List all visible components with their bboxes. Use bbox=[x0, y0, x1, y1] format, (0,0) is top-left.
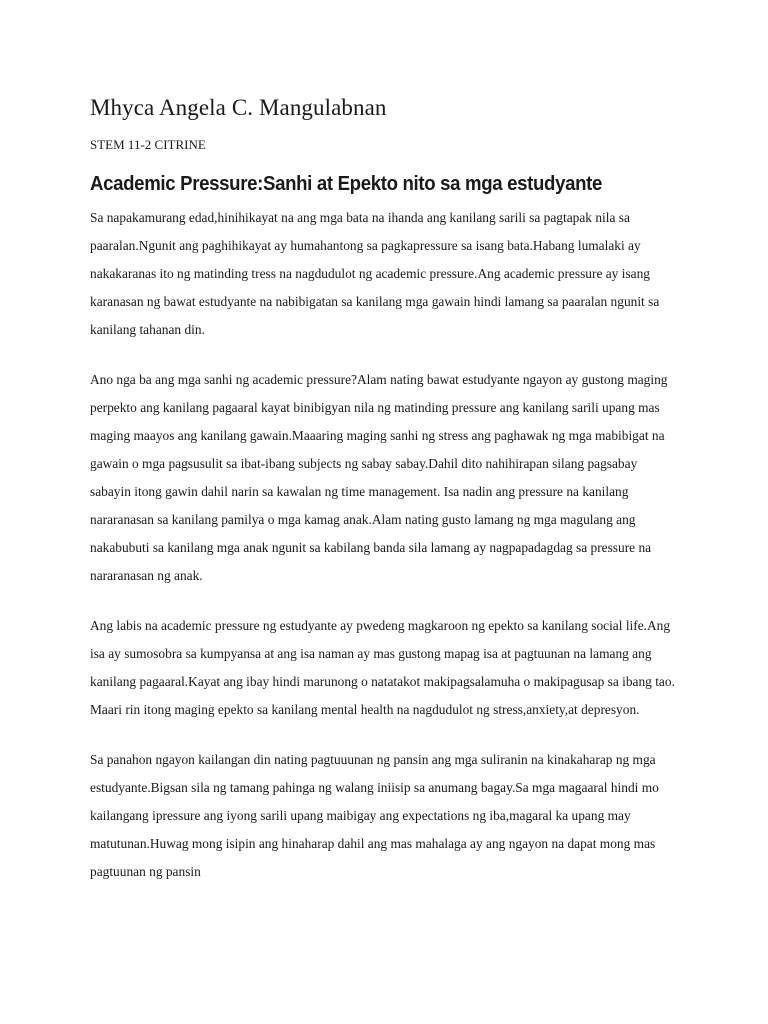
document-page bbox=[90, 92, 680, 886]
essay-title: Academic Pressure:Sanhi at Epekto nito sa mga estudyante bbox=[90, 173, 603, 195]
paragraph-causes: Ano nga ba ang mga sanhi ng academic pressure?Alam nating bawat estudyante ngayon ay gustong maging perpekto ang kanilang pagaaral kayat binibigyan nila ng matinding pressure ang kanilang sarili upang mas maging maayos ang kanilang gawain.Maaaring maging sanhi ng stress ang paghawak ng mga mabibigat na gawain o mga pagsusulit sa ibat-ibang subjects ng sabay sabay.Dahil dito nahihirapan silang pagsabay sabayin itong gawin dahil narin sa kawalan ng time management. Isa nadin ang pressure na kanilang nararanasan sa kanilang pamilya o mga kamag anak.Alam nating gusto lamang ng mga magulang ang nakabubuti sa kanilang mga anak ngunit sa kabilang banda sila lamang ay nagpapadagdag sa pressure na nararanasan ng anak. bbox=[90, 372, 668, 583]
paragraph-effects: Ang labis na academic pressure ng estudyante ay pwedeng magkaroon ng epekto sa kanilang social life.Ang isa ay sumosobra sa kumpyansa at ang isa naman ay mas gustong mapag isa at pagtuunan na lamang ang kanilang pagaaral.Kayat ang ibay hindi marunong o natatakot makipagsalamuha o makipagusap sa ibang tao. Maari rin itong maging epekto sa kanilang mental health na nagdudulot ng stress,anxiety,at depresyon. bbox=[90, 618, 675, 717]
paragraph-intro: Sa napakamurang edad,hinihikayat na ang mga bata na ihanda ang kanilang sarili sa pagtapak nila sa paaralan.Ngunit ang paghihikayat ay humahantong sa pagkapressure sa isang bata.Habang lumalaki ay nakakaranas ito ng matinding tress na nagdudulot ng academic pressure.Ang academic pressure ay isang karanasan ng bawat estudyante na nabibigatan sa kanilang mga gawain hindi lamang sa paaralan ngunit sa kanilang tahanan din. bbox=[90, 210, 660, 337]
paragraph-conclusion: Sa panahon ngayon kailangan din nating pagtuuunan ng pansin ang mga suliranin na kinakaharap ng mga estudyante.Bigsan sila ng tamang pahinga ng walang iniisip sa anumang bagay.Sa mga magaaral hindi mo kailangang ipressure ang iyong sarili upang maibigay ang expectations ng iba,magaral ka upang may matutunan.Huwag mong isipin ang hinaharap dahil ang mas mahalaga ay ang ngayon na dapat mong mas pagtuunan ng pansin bbox=[90, 752, 659, 879]
author-name: Mhyca Angela C. Mangulabnan bbox=[90, 95, 387, 120]
class-section: STEM 11-2 CITRINE bbox=[90, 137, 206, 152]
